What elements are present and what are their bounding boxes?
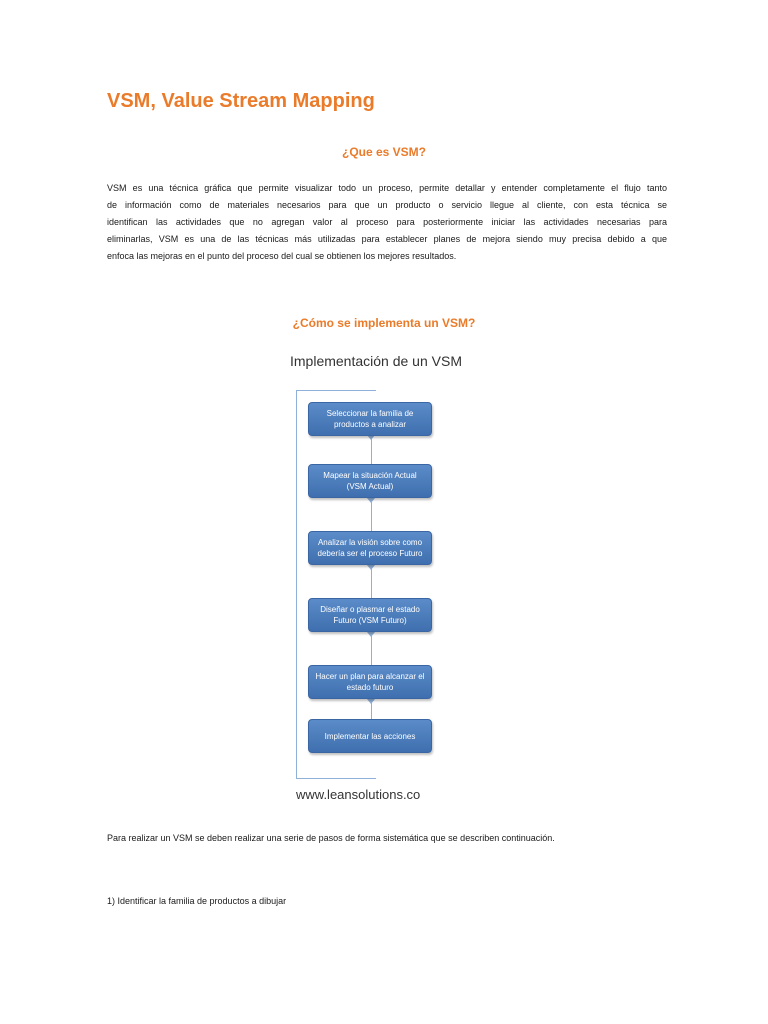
flow-step-box: Implementar las acciones <box>308 719 432 753</box>
arrow-down-icon <box>367 632 375 637</box>
vsm-implementation-diagram <box>280 345 460 805</box>
intro-line: eliminarlas, VSM es una de las técnicas más utilizadas para establecer planes de mejora siendo muy precisa debido a que <box>107 234 667 244</box>
step-item: 1) Identificar la familia de productos a dibujar <box>107 896 287 906</box>
intro-paragraph <box>107 180 667 265</box>
arrow-down-icon <box>367 498 375 503</box>
section-heading-como: ¿Cómo se implementa un VSM? <box>292 316 476 330</box>
intro-line: enfoca las mejoras en el punto del proceso del cual se obtienen los mejores resultados. <box>107 251 457 261</box>
flow-step-box: Mapear la situación Actual (VSM Actual) <box>308 464 432 498</box>
flow-step-box: Diseñar o plasmar el estado Futuro (VSM Futuro) <box>308 598 432 632</box>
steps-intro-paragraph: Para realizar un VSM se deben realizar una serie de pasos de forma sistemática que se describen continuación. <box>107 833 555 843</box>
arrow-down-icon <box>367 565 375 570</box>
flow-step-box: Analizar la visión sobre como debería ser el proceso Futuro <box>308 531 432 565</box>
intro-line: VSM es una técnica gráfica que permite visualizar todo un proceso, permite detallar y entender completamente el flujo tanto <box>107 183 667 193</box>
document-title: VSM, Value Stream Mapping <box>107 90 375 112</box>
intro-line: identifican las actividades que no agregan valor al proceso para posteriormente iniciar las actividades necesarias para <box>107 217 667 227</box>
section-heading-que-es: ¿Que es VSM? <box>341 145 427 159</box>
diagram-source-url: www.leansolutions.co <box>296 787 421 802</box>
flow-step-box: Seleccionar la familia de productos a analizar <box>308 402 432 436</box>
arrow-down-icon <box>367 699 375 704</box>
diagram-title: Implementación de un VSM <box>290 353 462 369</box>
flow-step-box: Hacer un plan para alcanzar el estado futuro <box>308 665 432 699</box>
intro-line: de información como de materiales necesarios para que un producto o servicio llegue al cliente, con esta técnica se <box>107 200 667 210</box>
